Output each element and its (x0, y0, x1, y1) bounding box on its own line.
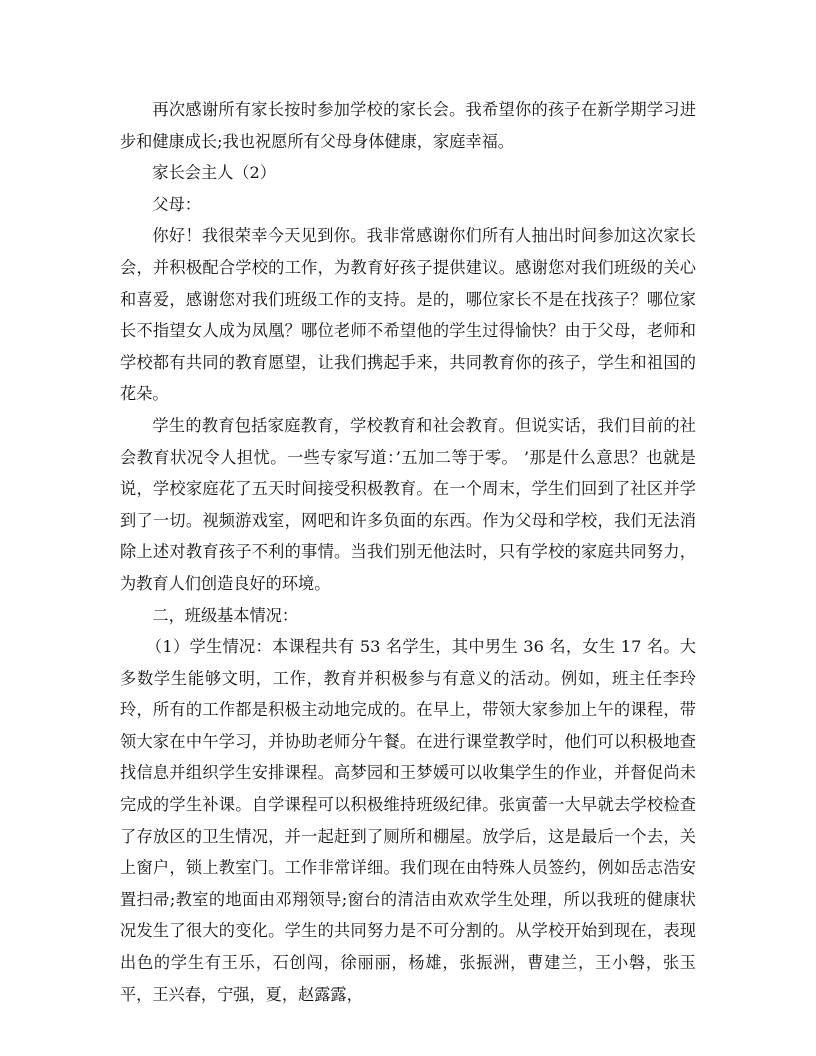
heading-host-2: 家长会主人（2） (152, 163, 277, 183)
paragraph-student-situation: （1）学生情况：本课程共有 53 名学生，其中男生 36 名，女生 17 名。大多数学生能够文明，工作，教育并积极参与有意义的活动。例如，班主任李玲玲，所有的工作都是积极主动地完成的。在早上，带领大家参加上午的课程，带领大家在中午学习，并协助老师分午餐。在进行课堂教学时，他们可以积极地查找信息并组织学生安排课程。高梦园和王梦媛可以收集学生的作业，并督促尚未完成的学生补课。自学课程可以积极维持班级纪律。张寅蕾一大早就去学校检查了存放区的卫生情况，并一起赶到了厕所和棚屋。放学后，这是最后一个去，关上窗户，锁上教室门。工作非常详细。我们现在由特殊人员签约，例如岳志浩安置扫帚;教室的地面由邓翔领导;窗台的清洁由欢欢学生处理，所以我班的健康状况发生了很大的变化。学生的共同努力是不可分割的。从学校开始到现在，表现出色的学生有王乐，石创闯，徐丽丽，杨雄，张振洲，曹建兰，王小磐，张玉平，王兴春，宁强，夏，赵露露， (120, 637, 696, 1004)
paragraph-greeting: 你好！我很荣幸今天见到你。我非常感谢你们所有人抽出时间参加这次家长会，并积极配合学校的工作，为教育好孩子提供建议。感谢您对我们班级的关心和喜爱，感谢您对我们班级工作的支持。是的，哪位家长不是在找孩子？哪位家长不指望女人成为凤凰？哪位老师不希望他的学生过得愉快？由于父母，老师和学校都有共同的教育愿望，让我们携起手来，共同教育你的孩子，学生和祖国的花朵。 (120, 226, 696, 404)
document-body (120, 94, 696, 1010)
section-2-heading: 二，班级基本情况： (152, 605, 299, 625)
paragraph-education: 学生的教育包括家庭教育，学校教育和社会教育。但说实话，我们目前的社会教育状况令人担忧。一些专家写道：’五加二等于零。 ’那是什么意思？也就是说，学校家庭花了五天时间接受积极教育。在一个周末，学生们回到了社区并学到了一切。视频游戏室，网吧和许多负面的东西。作为父母和学校，我们无法消除上述对教育孩子不利的事情。当我们别无他法时，只有学校的家庭共同努力，为教育人们创造良好的环境。 (120, 415, 696, 593)
salutation: 父母： (152, 194, 201, 214)
paragraph-closing-thanks: 再次感谢所有家长按时参加学校的家长会。我希望你的孩子在新学期学习进步和健康成长;我也祝愿所有父母身体健康，家庭幸福。 (120, 100, 696, 151)
